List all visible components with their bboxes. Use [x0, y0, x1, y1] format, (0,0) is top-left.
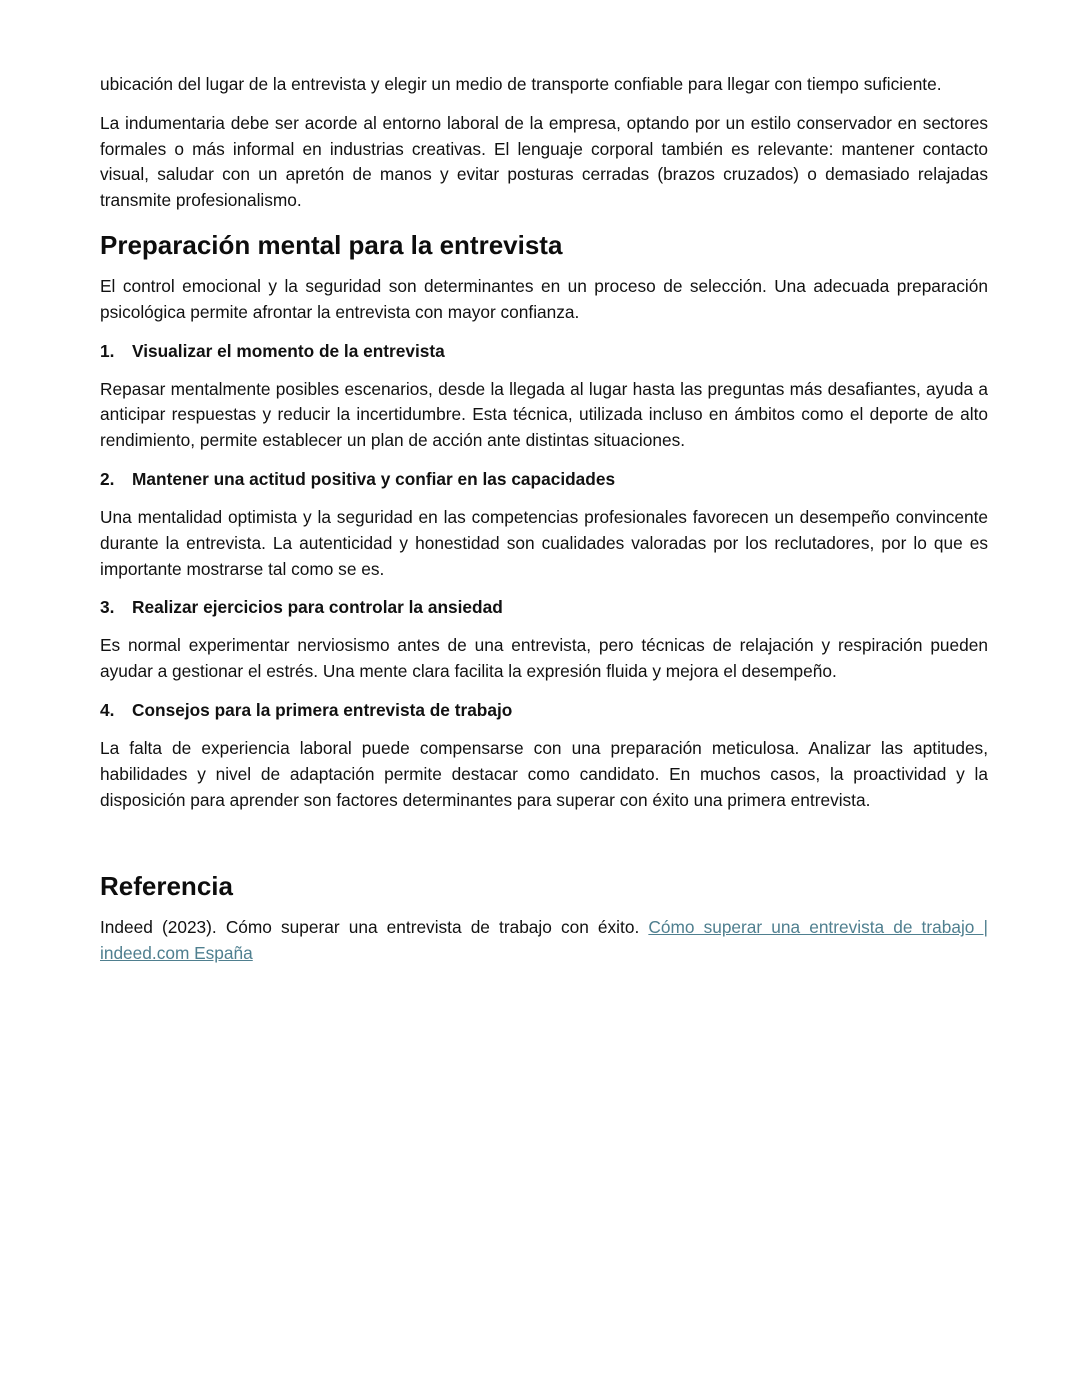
paragraph-transport: ubicación del lugar de la entrevista y elegir un medio de transporte confiable para llegar con tiempo suficiente.	[100, 74, 942, 94]
document-page	[100, 72, 988, 967]
list-item-body: La falta de experiencia laboral puede compensarse con una preparación meticulosa. Analizar las aptitudes, habilidades y nivel de adaptación permite destacar como candidato. En muchos casos, la proactividad y la disposición para aprender son factores determinantes para superar con éxito una primera entrevista.	[100, 737, 988, 810]
list-item-heading: 3. Realizar ejercicios para controlar la ansiedad	[100, 597, 503, 618]
list-item-heading: 4. Consejos para la primera entrevista de trabajo	[100, 699, 513, 720]
section-intro: El control emocional y la seguridad son determinantes en un proceso de selección. Una adecuada preparación psicológica permite afrontar la entrevista con mayor confianza.	[100, 275, 988, 322]
reference-link[interactable]: Cómo superar una entrevista de trabajo | indeed.com España	[100, 917, 988, 964]
list-item-body: Repasar mentalmente posibles escenarios, desde la llegada al lugar hasta las preguntas más desafiantes, ayuda a anticipar respuestas y reducir la incertidumbre. Esta técnica, utilizada incluso en ámbitos como el deporte de alto rendimiento, permite establecer un plan de acción ante distintas situaciones.	[100, 378, 988, 451]
list-item-heading: 1. Visualizar el momento de la entrevista	[100, 340, 445, 361]
paragraph-attire: La indumentaria debe ser acorde al entorno laboral de la empresa, optando por un estilo conservador en sectores formales o más informal en industrias creativas. El lenguaje corporal también es relevante: mantener contacto visual, saludar con un apretón de manos y evitar posturas cerradas (brazos cruzados) o demasiado relajadas transmite profesionalismo.	[100, 112, 988, 211]
list-item-body: Es normal experimentar nerviosismo antes de una entrevista, pero técnicas de relajación y respiración pueden ayudar a gestionar el estrés. Una mente clara facilita la expresión fluida y mejora el desempeño.	[100, 635, 988, 682]
list-item-heading: 2. Mantener una actitud positiva y confiar en las capacidades	[100, 468, 616, 489]
section-heading: Preparación mental para la entrevista	[100, 229, 563, 260]
reference-citation: Indeed (2023). Cómo superar una entrevista de trabajo con éxito. Cómo superar una entrevista de trabajo | indeed.com España	[100, 917, 988, 964]
list-item-body: Una mentalidad optimista y la seguridad en las competencias profesionales favorecen un desempeño convincente durante la entrevista. La autenticidad y honestidad son cualidades valoradas por los reclutadores, por lo que es importante mostrarse tal como se es.	[100, 506, 988, 579]
reference-heading: Referencia	[100, 871, 233, 902]
